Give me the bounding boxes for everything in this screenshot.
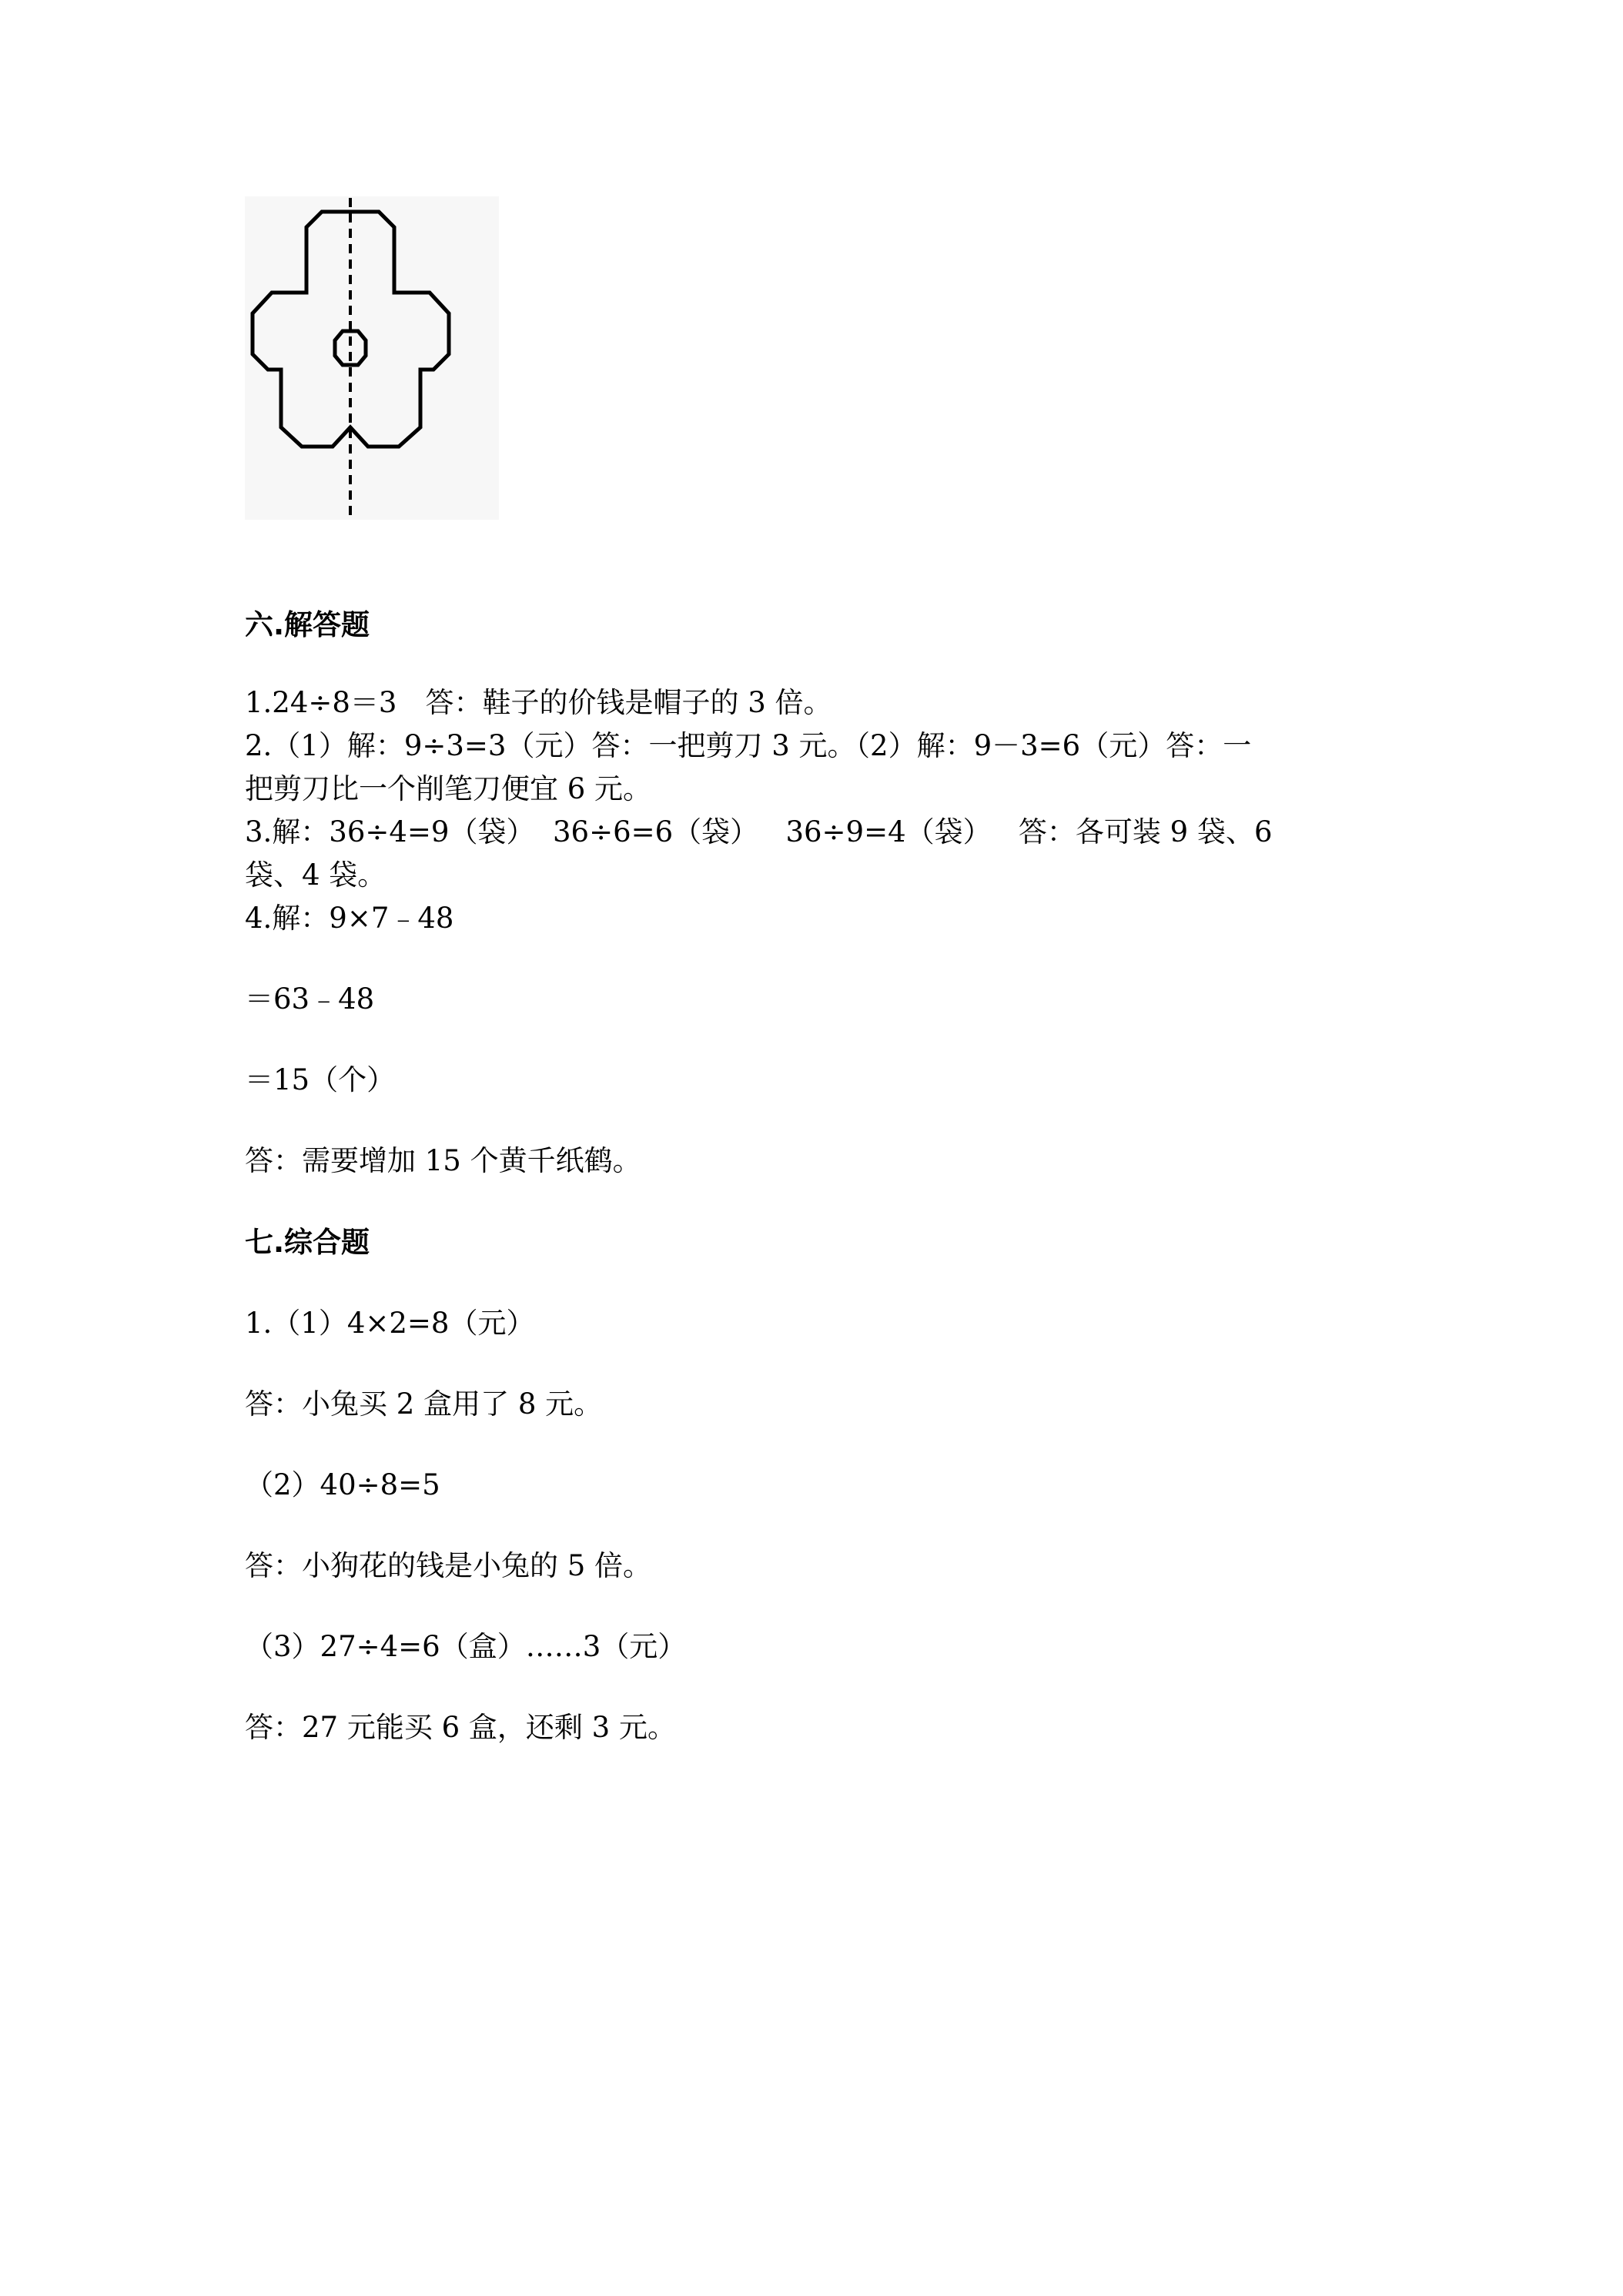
- answer-line: 1.（1）4×2=8（元）: [245, 1307, 535, 1340]
- answer-line: 把剪刀比一个削笔刀便宜 6 元。: [245, 772, 652, 805]
- answer-line: 4.解：9×7﹣48: [245, 902, 454, 935]
- answer-line: ＝63﹣48: [245, 982, 375, 1016]
- section-7-title: 七.综合题: [245, 1226, 370, 1259]
- answer-line: 答：小兔买 2 盒用了 8 元。: [245, 1387, 603, 1421]
- answer-line: 2.（1）解：9÷3=3（元）答：一把剪刀 3 元。（2）解：9－3=6（元）答：一: [245, 729, 1252, 762]
- answer-line: 袋、4 袋。: [245, 858, 387, 892]
- answer-line: （2）40÷8=5: [245, 1468, 440, 1501]
- answer-line: 3.解：36÷4=9（袋） 36÷6=6（袋） 36÷9=4（袋） 答：各可装 9 袋、6: [245, 815, 1273, 848]
- answer-line: ＝15（个）: [245, 1063, 396, 1096]
- answer-line: （3）27÷4=6（盒）……3（元）: [245, 1630, 687, 1663]
- answer-line: 答：小狗花的钱是小兔的 5 倍。: [245, 1549, 652, 1582]
- answer-line: 答：需要增加 15 个黄千纸鹤。: [245, 1144, 641, 1177]
- section-6-title: 六.解答题: [245, 608, 370, 641]
- answer-line: 答：27 元能买 6 盒，还剩 3 元。: [245, 1711, 676, 1744]
- flower-symmetry-figure: [245, 196, 499, 520]
- flower-outline-icon: [245, 196, 499, 520]
- answer-line: 1.24÷8＝3 答：鞋子的价钱是帽子的 3 倍。: [245, 686, 832, 719]
